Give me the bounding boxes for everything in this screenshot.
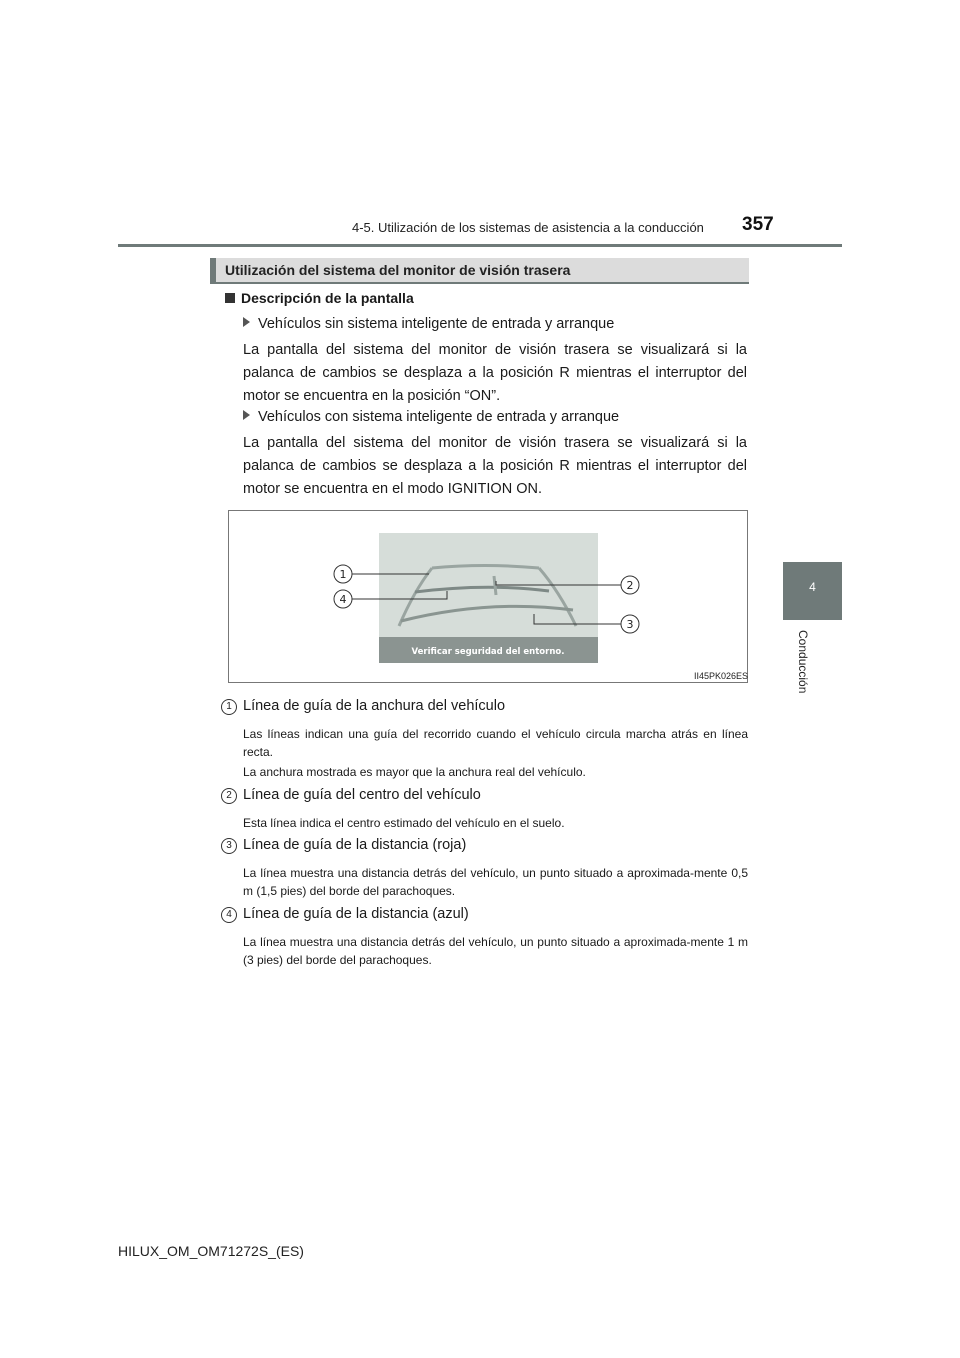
section-title: 4-5. Utilización de los sistemas de asistencia a la conducción <box>352 220 704 235</box>
subsection-title: Utilización del sistema del monitor de visión trasera <box>225 262 571 278</box>
page-number: 357 <box>742 214 774 235</box>
screen-description-heading <box>225 290 414 306</box>
item-desc-3: La línea muestra una distancia detrás del vehículo, un punto situado a aproximada-mente 0,5 m (1,5 pies) del borde del parachoques. <box>243 866 748 898</box>
bullet-text: Vehículos con sistema inteligente de entrada y arranque <box>258 409 620 425</box>
callout-1 <box>334 565 352 583</box>
heading-text: Descripción de la pantalla <box>241 290 414 306</box>
chapter-number: 4 <box>809 580 816 594</box>
triangle-bullet-icon <box>243 410 250 420</box>
svg-text:3: 3 <box>626 618 634 631</box>
bullet-text: Vehículos sin sistema inteligente de entrada y arranque <box>258 316 615 332</box>
square-bullet-icon <box>225 293 235 303</box>
subsection-accent <box>210 258 216 284</box>
svg-text:4: 4 <box>339 593 347 606</box>
svg-text:1: 1 <box>339 568 347 581</box>
subsection-bar <box>210 258 749 284</box>
bullet-with-smart-entry <box>243 409 619 425</box>
item-number-1: 1 <box>221 699 237 715</box>
callout-3 <box>621 615 639 633</box>
chapter-tab <box>783 562 842 620</box>
svg-text:2: 2 <box>626 579 634 592</box>
item-desc-1: Las líneas indican una guía del recorrido cuando el vehículo circula marcha atrás en línea recta. <box>243 727 748 759</box>
item-number-2: 2 <box>221 788 237 804</box>
document-code: HILUX_OM_OM71272S_(ES) <box>118 1243 304 1259</box>
callout-4 <box>334 590 352 608</box>
figure-code: II45PK026ES <box>694 671 749 681</box>
paragraph-with-smart-entry: La pantalla del sistema del monitor de visión trasera se visualizará si la palanca de cambios se desplaza a la posición R mientras el interruptor del motor se encuentra en el modo IGNITION ON. <box>243 435 747 497</box>
callout-2 <box>621 576 639 594</box>
item-title-2: Línea de guía del centro del vehículo <box>243 787 481 803</box>
triangle-bullet-icon <box>243 317 250 327</box>
screen-caption: Verificar seguridad del entorno. <box>411 647 565 657</box>
item-title-3: Línea de guía de la distancia (roja) <box>243 837 467 853</box>
chapter-label: Conducción <box>796 630 810 694</box>
item-desc-4: La línea muestra una distancia detrás del vehículo, un punto situado a aproximada-mente 1 m (3 pies) del borde del parachoques. <box>243 935 748 967</box>
item-number-4: 4 <box>221 907 237 923</box>
item-desc-1b: La anchura mostrada es mayor que la anchura real del vehículo. <box>243 765 586 779</box>
bullet-without-smart-entry <box>243 316 614 332</box>
header-rule <box>118 244 842 247</box>
item-desc-2: Esta línea indica el centro estimado del vehículo en el suelo. <box>243 816 565 830</box>
rear-view-screen-illustration <box>229 511 747 682</box>
paragraph-without-smart-entry: La pantalla del sistema del monitor de visión trasera se visualizará si la palanca de cambios se desplaza a la posición R mientras el interruptor del motor se encuentra en la posición “ON”. <box>243 342 747 404</box>
item-number-3: 3 <box>221 838 237 854</box>
item-title-4: Línea de guía de la distancia (azul) <box>243 906 469 922</box>
item-title-1: Línea de guía de la anchura del vehículo <box>243 698 506 714</box>
rear-view-figure <box>228 510 748 683</box>
